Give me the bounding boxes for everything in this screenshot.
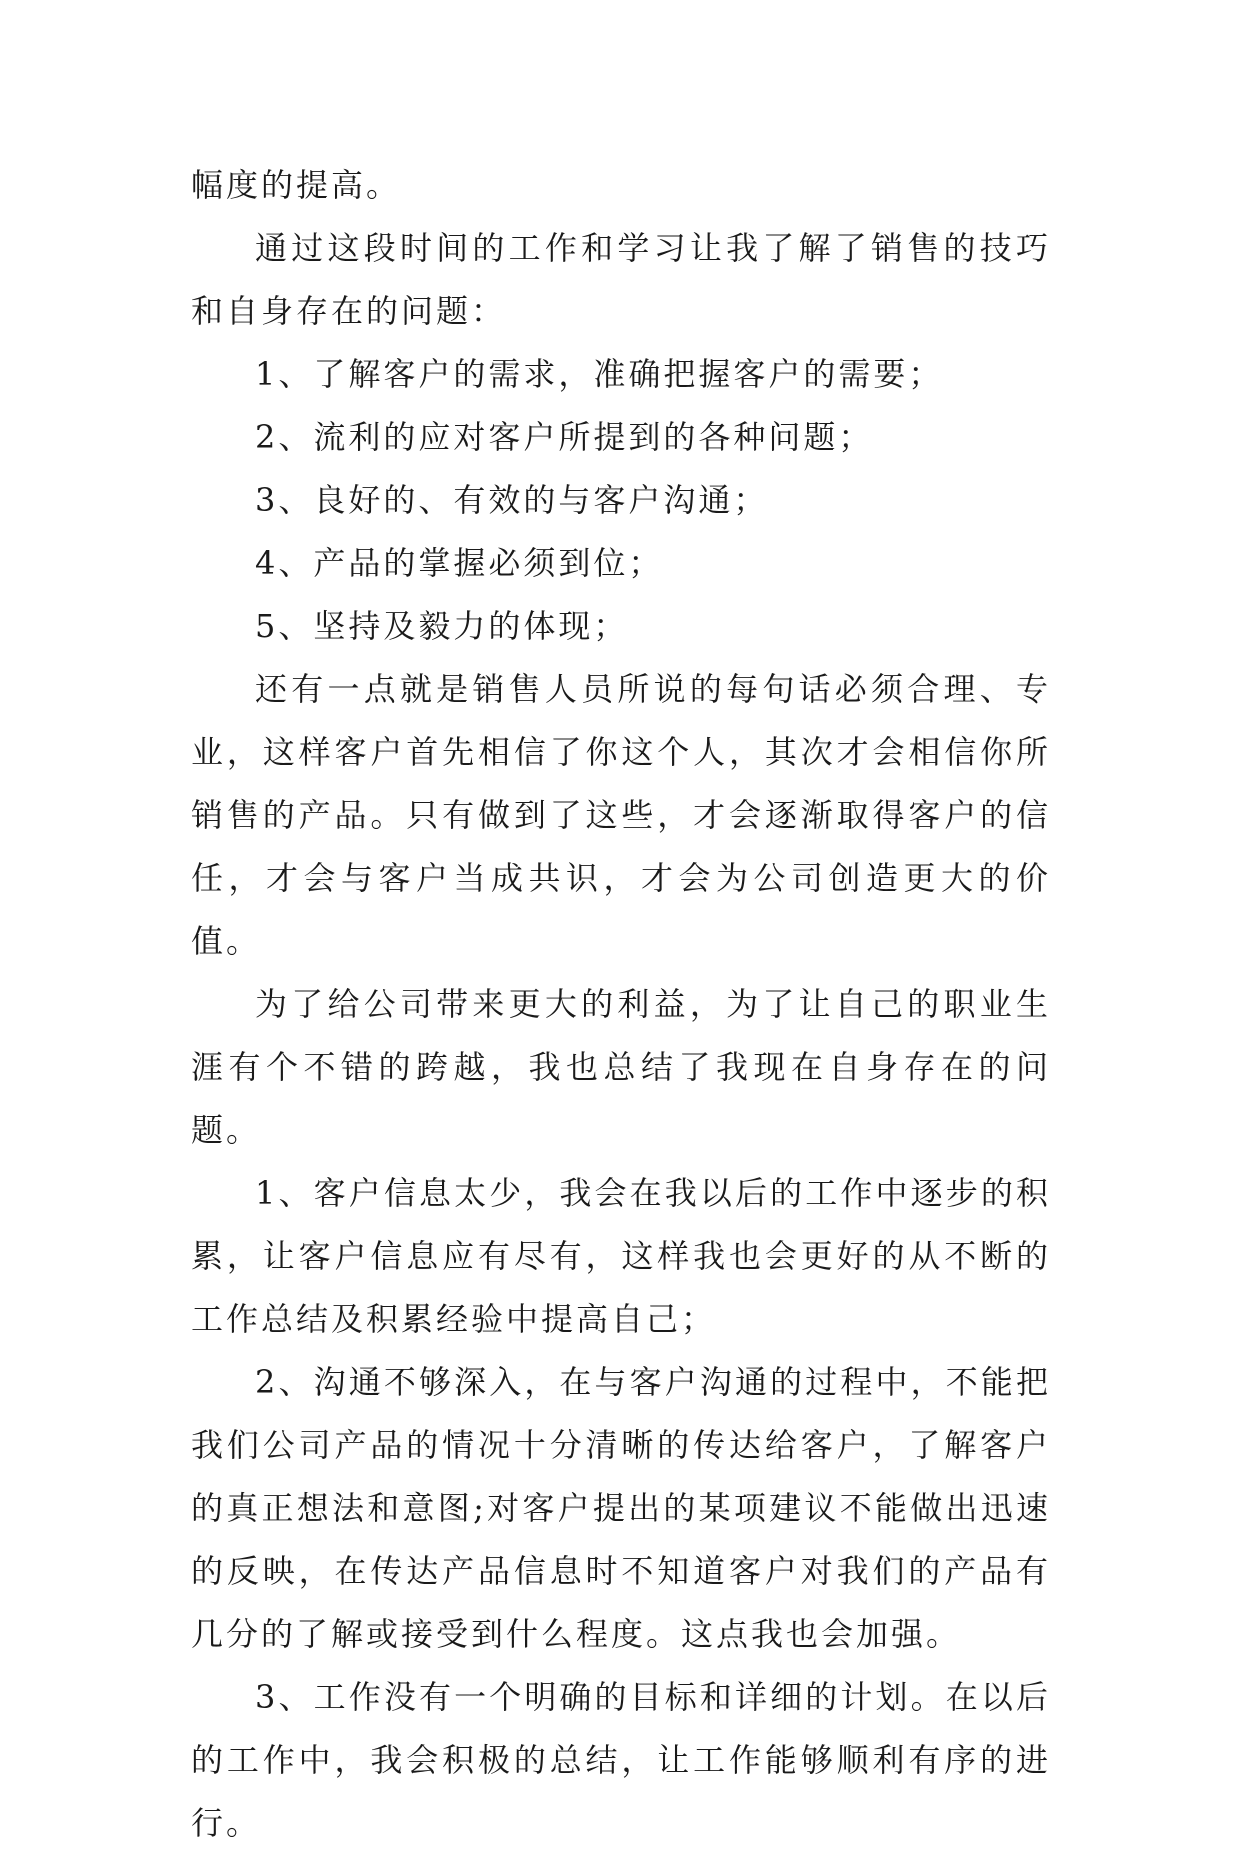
list-item: 2、沟通不够深入，在与客户沟通的过程中，不能把我们公司产品的情况十分清晰的传达给客户，了解客户的真正想法和意图;对客户提出的某项建议不能做出迅速的反映，在传达产品信息时不知道客户对我们的产品有几分的了解或接受到什么程度。这点我也会加强。 (191, 1363, 1051, 1653)
list-item: 3、良好的、有效的与客户沟通； (255, 481, 769, 519)
paragraph: 通过这段时间的工作和学习让我了解了销售的技巧和自身存在的问题： (191, 229, 1051, 330)
list-item: 1、了解客户的需求，准确把握客户的需要； (255, 355, 944, 393)
document-body (191, 154, 1051, 1855)
list-item: 4、产品的掌握必须到位； (255, 544, 664, 582)
list-item: 2、流利的应对客户所提到的各种问题； (255, 418, 874, 456)
list-item: 5、坚持及毅力的体现； (255, 607, 629, 645)
paragraph: 为了给公司带来更大的利益，为了让自己的职业生涯有个不错的跨越，我也总结了我现在自身存在的问题。 (191, 985, 1051, 1149)
list-item: 3、工作没有一个明确的目标和详细的计划。在以后的工作中，我会积极的总结，让工作能够顺利有序的进行。 (191, 1678, 1051, 1842)
paragraph: 还有一点就是销售人员所说的每句话必须合理、专业，这样客户首先相信了你这个人，其次才会相信你所销售的产品。只有做到了这些，才会逐渐取得客户的信任，才会与客户当成共识，才会为公司创造更大的价值。 (191, 670, 1051, 960)
list-item: 1、客户信息太少，我会在我以后的工作中逐步的积累，让客户信息应有尽有，这样我也会更好的从不断的工作总结及积累经验中提高自己； (191, 1174, 1051, 1338)
paragraph: 幅度的提高。 (191, 166, 402, 204)
